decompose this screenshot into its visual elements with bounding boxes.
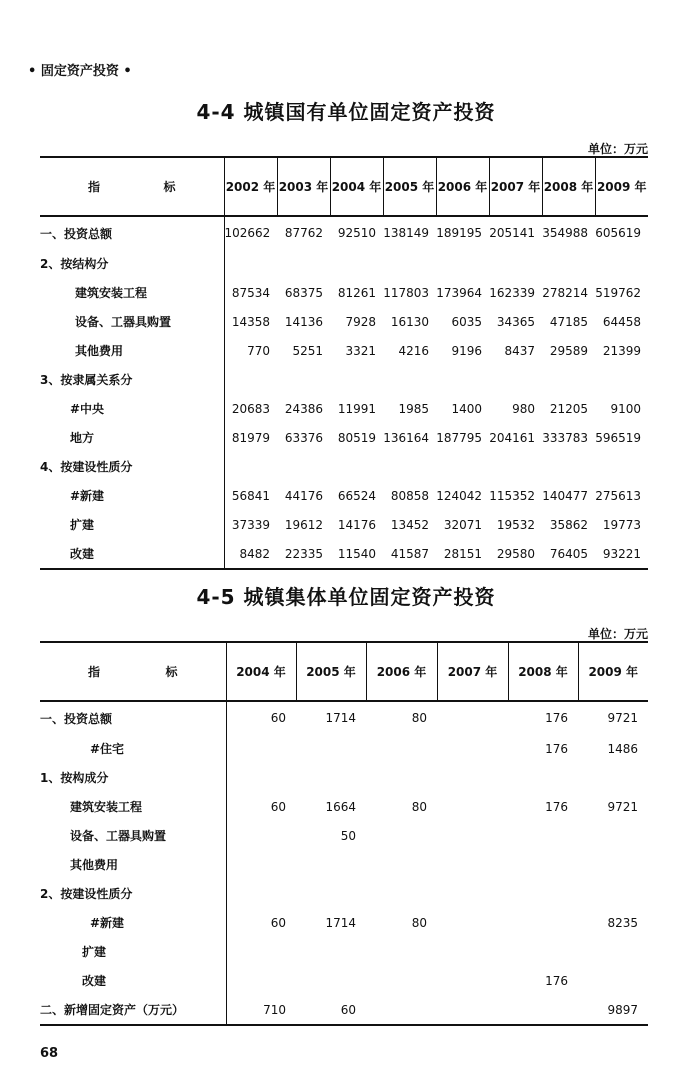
row-label: 二、新增固定资产（万元） bbox=[40, 995, 226, 1025]
row-label: 设备、工器具购置 bbox=[40, 821, 226, 850]
table-cell: 1400 bbox=[451, 401, 482, 416]
table-cell: 710 bbox=[263, 1002, 286, 1017]
table-cell: 136164 bbox=[383, 430, 429, 445]
table-row bbox=[40, 249, 648, 278]
row-label: 4、按建设性质分 bbox=[40, 452, 224, 481]
row-label: 其他费用 bbox=[40, 850, 226, 879]
table-cell bbox=[542, 365, 595, 394]
table-cell bbox=[508, 850, 578, 879]
row-label: 改建 bbox=[40, 539, 224, 569]
table2-year-header: 2009 年 bbox=[578, 642, 648, 701]
table-cell: 16130 bbox=[390, 314, 429, 329]
table2-unit: 单位：万元 bbox=[587, 627, 648, 641]
table-cell bbox=[437, 792, 508, 821]
table-cell bbox=[437, 821, 508, 850]
table-cell bbox=[436, 365, 489, 394]
table-cell bbox=[508, 821, 578, 850]
table-cell: 14358 bbox=[231, 314, 270, 329]
table-cell: 354988 bbox=[542, 226, 588, 240]
table-cell bbox=[226, 763, 296, 792]
table-cell bbox=[224, 365, 277, 394]
table-cell: 980 bbox=[512, 401, 535, 416]
page-header: • 固定资产投资 • bbox=[28, 64, 132, 79]
table-cell: 22335 bbox=[284, 546, 323, 561]
table-cell: 278214 bbox=[542, 285, 588, 300]
table1-year-header: 2004 年 bbox=[330, 157, 383, 216]
table1-year-header: 2003 年 bbox=[277, 157, 330, 216]
table-cell: 11540 bbox=[337, 546, 376, 561]
table-cell bbox=[277, 365, 330, 394]
table-cell: 80519 bbox=[337, 430, 376, 445]
table-cell bbox=[366, 763, 437, 792]
table-row bbox=[40, 908, 648, 937]
table-cell bbox=[436, 249, 489, 278]
table-cell bbox=[224, 452, 277, 481]
table-cell: 8482 bbox=[239, 546, 270, 561]
page-number: 68 bbox=[40, 1046, 59, 1061]
table-cell: 34365 bbox=[496, 314, 535, 329]
table-cell: 333783 bbox=[542, 430, 588, 445]
table-cell bbox=[366, 850, 437, 879]
table-cell: 9721 bbox=[607, 711, 638, 725]
table-cell bbox=[578, 821, 648, 850]
table-cell: 1985 bbox=[398, 401, 429, 416]
table-cell bbox=[226, 937, 296, 966]
table-cell: 176 bbox=[545, 741, 568, 756]
table-cell: 80 bbox=[411, 915, 427, 930]
table-cell: 76405 bbox=[549, 546, 588, 561]
table-row bbox=[40, 510, 648, 539]
table-cell: 29589 bbox=[549, 343, 588, 358]
table-cell bbox=[508, 879, 578, 908]
table-cell: 605619 bbox=[595, 226, 641, 240]
table1 bbox=[40, 156, 648, 570]
row-label: 其他费用 bbox=[40, 336, 224, 365]
table-cell: 64458 bbox=[602, 314, 641, 329]
table-cell bbox=[437, 937, 508, 966]
table1-year-header: 2008 年 bbox=[542, 157, 595, 216]
table-cell bbox=[296, 850, 366, 879]
table-cell: 44176 bbox=[284, 488, 323, 503]
row-label: 建筑安装工程 bbox=[40, 278, 224, 307]
table-cell: 205141 bbox=[489, 226, 535, 240]
row-label: #住宅 bbox=[40, 734, 226, 763]
table-cell bbox=[296, 763, 366, 792]
table1-year-header: 2005 年 bbox=[383, 157, 436, 216]
table-cell bbox=[595, 365, 648, 394]
row-label: 一、投资总额 bbox=[40, 216, 224, 249]
table-cell bbox=[437, 995, 508, 1025]
table-cell: 9100 bbox=[610, 401, 641, 416]
table-cell bbox=[330, 249, 383, 278]
table-cell: 1714 bbox=[325, 711, 356, 725]
table-row bbox=[40, 481, 648, 510]
table-cell bbox=[226, 966, 296, 995]
table2-year-header: 2006 年 bbox=[366, 642, 437, 701]
table-cell: 9196 bbox=[451, 343, 482, 358]
table-cell bbox=[437, 850, 508, 879]
table2-indicator-b: 标 bbox=[165, 665, 178, 679]
table-cell: 9721 bbox=[607, 799, 638, 814]
table-row bbox=[40, 966, 648, 995]
table-cell: 41587 bbox=[390, 546, 429, 561]
table-cell: 4216 bbox=[398, 343, 429, 358]
table1-indicator-header bbox=[40, 157, 224, 216]
table-cell bbox=[578, 937, 648, 966]
row-label: #中央 bbox=[40, 394, 224, 423]
table-cell bbox=[436, 452, 489, 481]
table-cell bbox=[226, 879, 296, 908]
table-cell bbox=[578, 850, 648, 879]
table-cell bbox=[330, 452, 383, 481]
table-cell bbox=[296, 879, 366, 908]
table-cell bbox=[366, 937, 437, 966]
table-cell bbox=[226, 734, 296, 763]
table-cell bbox=[437, 908, 508, 937]
table-cell: 87762 bbox=[284, 226, 323, 240]
table-cell bbox=[366, 879, 437, 908]
table-cell: 204161 bbox=[489, 430, 535, 445]
table-cell: 124042 bbox=[436, 488, 482, 503]
table-cell: 28151 bbox=[443, 546, 482, 561]
table-cell: 80 bbox=[411, 711, 427, 725]
table1-indicator-a: 指 bbox=[88, 180, 101, 194]
table-cell bbox=[226, 821, 296, 850]
table-row bbox=[40, 423, 648, 452]
row-label: #新建 bbox=[40, 908, 226, 937]
table-cell bbox=[296, 966, 366, 995]
table-cell: 60 bbox=[270, 915, 286, 930]
table-cell: 60 bbox=[270, 711, 286, 725]
table-cell bbox=[383, 365, 436, 394]
table-cell: 80858 bbox=[390, 488, 429, 503]
table2-year-header: 2008 年 bbox=[508, 642, 578, 701]
table-cell: 21205 bbox=[549, 401, 588, 416]
table-cell bbox=[437, 763, 508, 792]
table-cell: 138149 bbox=[383, 226, 429, 240]
table2-year-header: 2004 年 bbox=[226, 642, 296, 701]
table1-year-header: 2007 年 bbox=[489, 157, 542, 216]
table-cell bbox=[437, 966, 508, 995]
table-cell bbox=[366, 966, 437, 995]
table2-year-header: 2005 年 bbox=[296, 642, 366, 701]
table-row bbox=[40, 278, 648, 307]
table-cell bbox=[578, 763, 648, 792]
table-cell: 24386 bbox=[284, 401, 323, 416]
table-cell: 176 bbox=[545, 711, 568, 725]
table-row bbox=[40, 336, 648, 365]
table-cell: 1714 bbox=[325, 915, 356, 930]
row-label: 扩建 bbox=[40, 937, 226, 966]
table-cell: 173964 bbox=[436, 285, 482, 300]
table-cell: 596519 bbox=[595, 430, 641, 445]
table-cell: 37339 bbox=[231, 517, 270, 532]
row-label: 2、按建设性质分 bbox=[40, 879, 226, 908]
row-label: 1、按构成分 bbox=[40, 763, 226, 792]
table-cell bbox=[383, 249, 436, 278]
table-cell: 189195 bbox=[436, 226, 482, 240]
table-cell: 14136 bbox=[284, 314, 323, 329]
table-cell: 1664 bbox=[325, 799, 356, 814]
table-cell bbox=[437, 701, 508, 734]
table-cell: 47185 bbox=[549, 314, 588, 329]
row-label: #新建 bbox=[40, 481, 224, 510]
table-row bbox=[40, 452, 648, 481]
table-cell bbox=[508, 763, 578, 792]
table1-year-header: 2002 年 bbox=[224, 157, 277, 216]
table-cell: 275613 bbox=[595, 488, 641, 503]
table-cell: 66524 bbox=[337, 488, 376, 503]
table-cell: 7928 bbox=[345, 314, 376, 329]
table-cell: 5251 bbox=[292, 343, 323, 358]
table1-year-header: 2006 年 bbox=[436, 157, 489, 216]
table1-unit: 单位：万元 bbox=[587, 142, 648, 156]
table2 bbox=[40, 641, 648, 1026]
table-cell bbox=[508, 995, 578, 1025]
table-cell: 1486 bbox=[607, 741, 638, 756]
table-row bbox=[40, 734, 648, 763]
table-cell: 519762 bbox=[595, 285, 641, 300]
table-cell: 19532 bbox=[496, 517, 535, 532]
table-cell bbox=[489, 452, 542, 481]
table-cell bbox=[277, 249, 330, 278]
table-cell bbox=[366, 995, 437, 1025]
table-cell: 117803 bbox=[383, 285, 429, 300]
table-cell bbox=[366, 734, 437, 763]
table-row bbox=[40, 365, 648, 394]
table-cell: 81261 bbox=[337, 285, 376, 300]
table-row bbox=[40, 821, 648, 850]
table-row bbox=[40, 937, 648, 966]
table-cell: 20683 bbox=[231, 401, 270, 416]
table-cell: 35862 bbox=[549, 517, 588, 532]
table-row bbox=[40, 850, 648, 879]
table-cell: 21399 bbox=[602, 343, 641, 358]
table-cell bbox=[296, 937, 366, 966]
table-cell: 81979 bbox=[231, 430, 270, 445]
table-cell: 3321 bbox=[345, 343, 376, 358]
table-cell bbox=[437, 879, 508, 908]
row-label: 建筑安装工程 bbox=[40, 792, 226, 821]
table-cell: 176 bbox=[545, 799, 568, 814]
table-cell: 63376 bbox=[284, 430, 323, 445]
table-cell: 19612 bbox=[284, 517, 323, 532]
table-cell: 13452 bbox=[390, 517, 429, 532]
table-row bbox=[40, 216, 648, 249]
table-cell bbox=[578, 966, 648, 995]
table-row bbox=[40, 701, 648, 734]
table2-year-header: 2007 年 bbox=[437, 642, 508, 701]
table-cell bbox=[330, 365, 383, 394]
table-cell: 162339 bbox=[489, 285, 535, 300]
table-cell: 770 bbox=[247, 343, 270, 358]
table-cell: 29580 bbox=[496, 546, 535, 561]
table-cell bbox=[595, 249, 648, 278]
table-row bbox=[40, 307, 648, 336]
table-cell bbox=[542, 452, 595, 481]
table-cell: 60 bbox=[340, 1002, 356, 1017]
table-cell: 92510 bbox=[337, 226, 376, 240]
row-label: 扩建 bbox=[40, 510, 224, 539]
row-label: 3、按隶属关系分 bbox=[40, 365, 224, 394]
table-cell: 176 bbox=[545, 973, 568, 988]
row-label: 地方 bbox=[40, 423, 224, 452]
table-cell bbox=[296, 734, 366, 763]
table-row bbox=[40, 879, 648, 908]
table-cell: 93221 bbox=[602, 546, 641, 561]
row-label: 一、投资总额 bbox=[40, 701, 226, 734]
table-row bbox=[40, 394, 648, 423]
table-cell bbox=[578, 879, 648, 908]
table-cell bbox=[437, 734, 508, 763]
table-cell bbox=[277, 452, 330, 481]
table-cell: 68375 bbox=[284, 285, 323, 300]
table-cell: 14176 bbox=[337, 517, 376, 532]
table-row bbox=[40, 792, 648, 821]
table-cell bbox=[542, 249, 595, 278]
table-cell: 50 bbox=[340, 828, 356, 843]
row-label: 2、按结构分 bbox=[40, 249, 224, 278]
table-cell: 56841 bbox=[231, 488, 270, 503]
table-cell: 140477 bbox=[542, 488, 588, 503]
table-cell: 80 bbox=[411, 799, 427, 814]
table-cell bbox=[226, 850, 296, 879]
table1-indicator-b: 标 bbox=[163, 180, 176, 194]
row-label: 设备、工器具购置 bbox=[40, 307, 224, 336]
table2-indicator-a: 指 bbox=[88, 665, 101, 679]
row-label: 改建 bbox=[40, 966, 226, 995]
table-cell bbox=[489, 365, 542, 394]
table-row bbox=[40, 995, 648, 1025]
table-cell bbox=[383, 452, 436, 481]
table1-title: 4-4 城镇国有单位固定资产投资 bbox=[196, 100, 496, 124]
table-cell: 60 bbox=[270, 799, 286, 814]
table-cell bbox=[366, 821, 437, 850]
table-cell: 102662 bbox=[224, 226, 271, 240]
table-cell: 8235 bbox=[607, 915, 638, 930]
table-row bbox=[40, 763, 648, 792]
table-cell: 9897 bbox=[607, 1002, 638, 1017]
table-cell: 87534 bbox=[231, 285, 270, 300]
table1-year-header: 2009 年 bbox=[595, 157, 648, 216]
table-cell: 11991 bbox=[337, 401, 376, 416]
table2-title: 4-5 城镇集体单位固定资产投资 bbox=[196, 585, 496, 609]
table-cell: 32071 bbox=[443, 517, 482, 532]
table-cell bbox=[508, 937, 578, 966]
table-cell bbox=[224, 249, 277, 278]
table-cell bbox=[595, 452, 648, 481]
table-cell bbox=[508, 908, 578, 937]
table-row bbox=[40, 539, 648, 569]
table-cell: 6035 bbox=[451, 314, 482, 329]
table-cell: 115352 bbox=[489, 488, 535, 503]
table-cell: 19773 bbox=[602, 517, 641, 532]
table2-indicator-header bbox=[40, 642, 226, 701]
table-cell: 8437 bbox=[504, 343, 535, 358]
table-cell: 187795 bbox=[436, 430, 482, 445]
table-cell bbox=[489, 249, 542, 278]
